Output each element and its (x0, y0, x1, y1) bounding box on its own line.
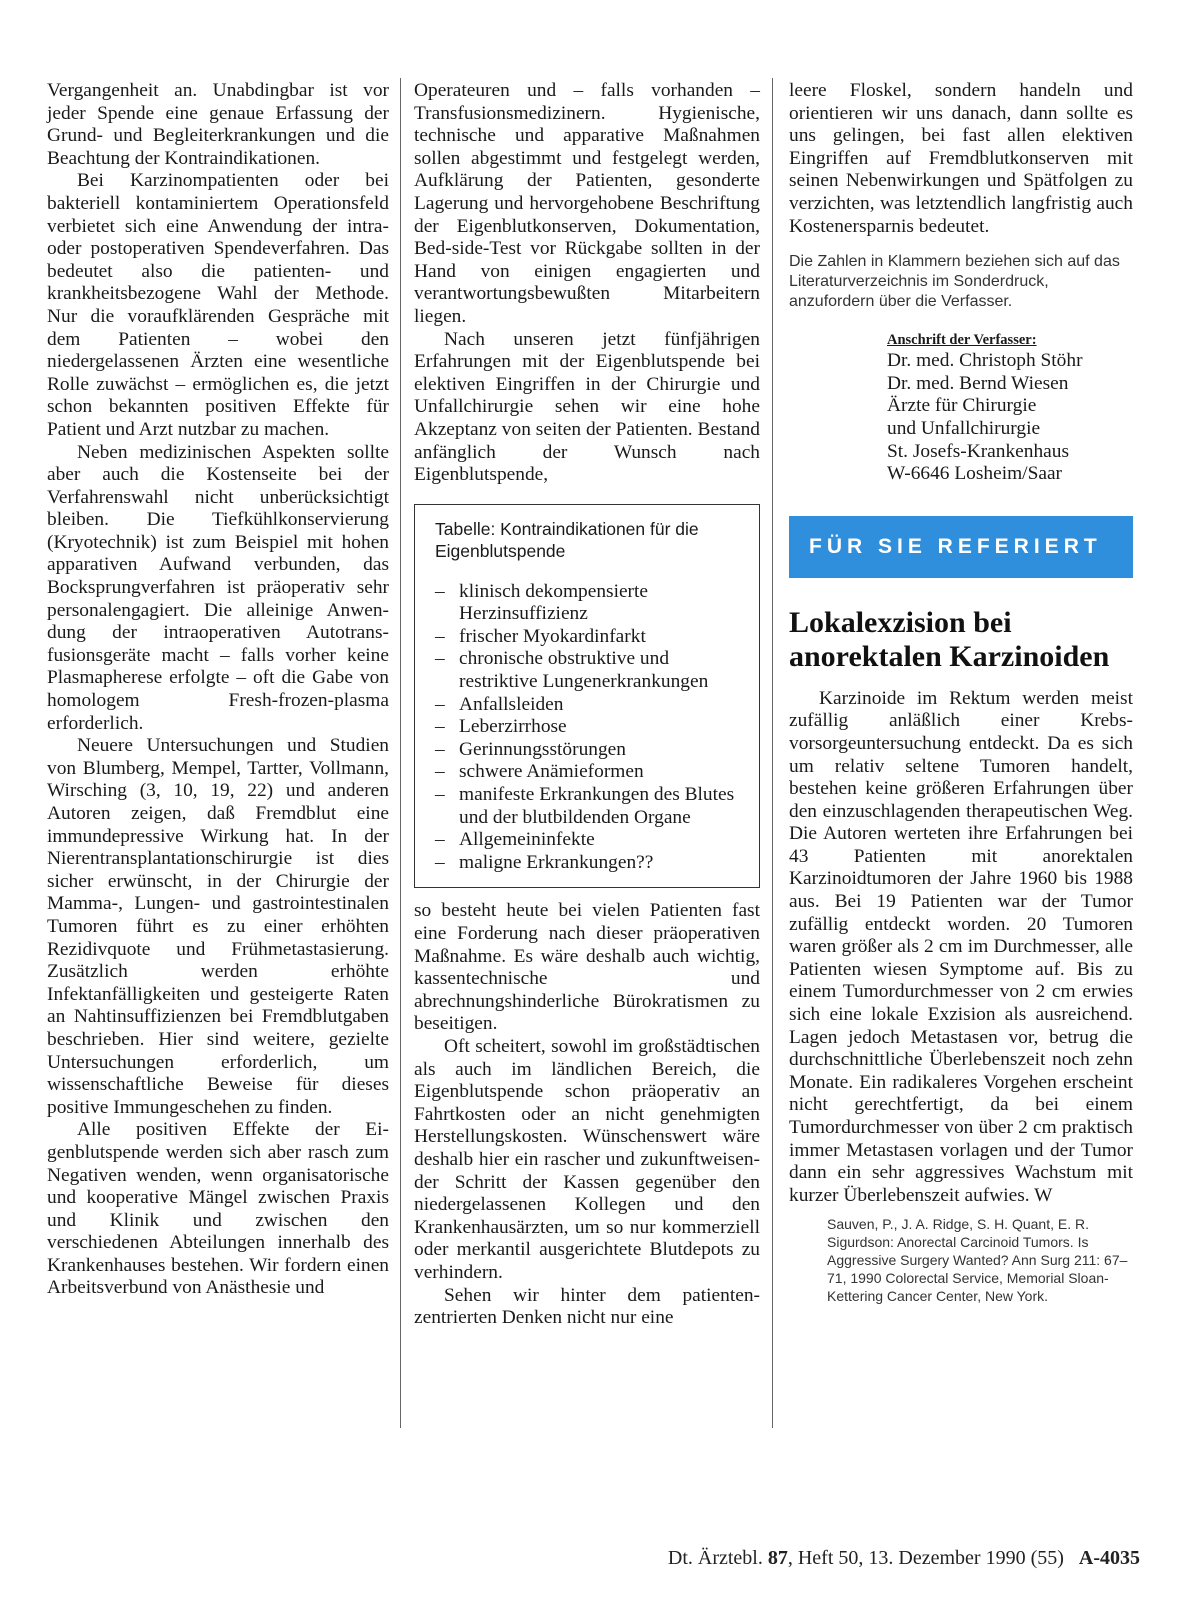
column-3 (789, 80, 1133, 1305)
paragraph: Sehen wir hinter dem patientenzentrierten Denken nicht nur eine (414, 1284, 760, 1329)
list-item: – chronische obstruktive und restriktive Lungenerkrankungen (435, 648, 709, 693)
paragraph: Neben medizinischen Aspekten sollte aber auch die Kostenseite bei der Verfahrenswahl nicht unberücksichtigt bleiben. Die Tiefkühlkonservierung (Kryotechnik) ist zum Beispiel mit hohen apparativen Aufwand verbunden, das Bocksprungverfahren ist präoperativ sehr personalengagiert. Die alleinige Anwendung der intraoperativen Autotransfusionsgeräte macht – falls vorher keine Plasmapherese erfolgte – oft die Gabe von homologem Fresh-frozen-plasma erforderlich. (47, 441, 389, 734)
list-item: – frischer Myokardinfarkt (435, 625, 646, 647)
paragraph: leere Floskel, sondern handeln und orientieren wir uns danach, dann sollte es uns gelingen, bei fast allen elektiven Eingriffen auf Fremdblutkonserven mit seinen Nebenwirkungen und Spätfolgen zu verzichten, was letztendlich langfristig auch Kostenersparnis bedeutet. (789, 80, 1133, 237)
list-item: – schwere Anämieformen (435, 761, 644, 783)
page-number: A-4035 (1078, 1547, 1140, 1569)
page-footer (580, 1547, 1140, 1570)
list-item: – manifeste Erkrankungen des Blutes und der blutbildenden Organe (435, 784, 735, 828)
paragraph: Alle positiven Effekte der Eigenblutspende werden sich aber rasch zum Negativen wenden, wenn organisatorische und kooperative Mängel zwischen Praxis und Klinik und zwischen den verschiedenen Abteilungen innerhalb des Krankenhauses bestehen. Wir fordern einen Arbeitsverbund von Anästhesie und (47, 1119, 389, 1299)
column-2 (414, 80, 760, 1330)
address-heading: Anschrift der Verfasser: (887, 332, 1037, 349)
address-line: Dr. med. Bernd Wiesen (887, 372, 1069, 394)
address-line: W-6646 Losheim/Saar (887, 463, 1063, 485)
column-rule (400, 78, 401, 1428)
references-note: Die Zahlen in Klammern beziehen sich auf das Literaturverzeichnis im Sonderdruck, anzufordern über die Verfasser. (789, 253, 1120, 311)
address-line: Ärzte für Chirurgie (887, 395, 1037, 417)
banner-label: FÜR SIE REFERIERT (809, 534, 1102, 558)
column-rule (772, 78, 773, 1428)
address-line: und Unfallchirurgie (887, 417, 1041, 439)
paragraph: Bei Karzinompatienten oder bei bakteriell kontaminiertem Operationsfeld verbietet sich eine Anwendung der intra- oder postoperativen Spendeverfahren. Das bedeutet also die patienten- und krankheitsbezogene Wahl der Methode. Nur die voraufklärenden Gespräche mit dem Patienten – wobei den niedergelassenen Ärzten eine wesentliche Rolle zuwächst – ermöglichen es, die jetzt schon bekannten positiven Effekte für Patient und Arzt nutzbar zu machen. (47, 170, 389, 440)
paragraph: so besteht heute bei vielen Patienten fast eine Forderung nach dieser präoperativen Maßnahme. Es wäre deshalb auch wichtig, kassentechnische und abrechnungshinderliche Bürokratismen zu beseitigen. (414, 900, 760, 1035)
contraindications-list (435, 581, 745, 875)
paragraph: Operateuren und – falls vorhanden – Transfusionsmedizinern. Hygienische, technische und apparative Maßnahmen sollen abgestimmt und festgelegt werden, Aufklärung der Patienten, gesonderte Lagerung und hervorgehobene Beschriftung der Eigenblutkonserven, Dokumentation, Bed-side-Test vor Rückgabe sollten in der Hand von einigen engagierten und verantwortungsbewußten Mitarbeitern liegen. (414, 80, 760, 327)
article-headline: Lokalexzision bei anorektalen Karzinoiden (789, 605, 1110, 673)
list-item: – Gerinnungsstörungen (435, 738, 626, 760)
article-body: Karzinoide im Rektum werden meist zufällig anläßlich einer Krebsvorsorgeuntersuchung entdeckt. Da es sich um relativ seltene Tumoren handelt, bestehen keine größeren Erfahrungen über den einzuschlagenden therapeutischen Weg. Die Autoren werteten ihre Erfahrungen bei 43 Patienten mit anorektalen Karzinoidtumoren der Jahre 1960 bis 1988 aus. Bei 19 Patienten war der Tumor zufällig entdeckt worden. 20 Tumoren waren größer als 2 cm im Durchmesser, alle Patienten wiesen Symptome auf. Bis zu einem Tumordurchmesser von 2 cm erwies sich eine lokale Exzision als ausreichend. Lagen jedoch Metastasen vor, betrug die durchschnittliche Überlebenszeit noch zehn Monate. Ein radikaleres Vorgehen erscheint nicht gerechtfertigt, da bei einem Tumordurchmesser von über 2 cm praktisch immer Metastasen vorlagen und der Tumor dann ein sehr aggressives Wachstum mit kurzer Überlebenszeit aufwies. W (789, 687, 1133, 1206)
table-title: Tabelle: Kontraindikationen für die Eigenblutspende (435, 518, 699, 562)
paragraph: Oft scheitert, sowohl im großstädtischen als auch im ländlichen Bereich, die Eigenblutspende schon präoperativ an Fahrtkosten oder an nicht genehmigten Herstellungskosten. Wünschenswert wäre deshalb hier ein rascher und zukunftweisender Schritt der Kassen gegenüber den niedergelassenen Kollegen und den Krankenhausärzten, um so nur kommerziell oder merkantil ausgerichtete Blutdepots zu verhindern. (414, 1035, 760, 1283)
list-item: – Anfallsleiden (435, 693, 564, 715)
list-item: – klinisch dekompensierte Herzinsuffizienz (435, 580, 649, 625)
list-item: – Allgemeininfekte (435, 829, 595, 851)
journal-name: Dt. Ärztebl. (667, 1547, 763, 1569)
article-reference: Sauven, P., J. A. Ridge, S. H. Quant, E. R. Sigurdson: Anorectal Carcinoid Tumors. Is Aggressive Surgery Wanted? Ann Surg 211: 67–71, 1990 Colorectal Service, Memorial Sloan-Kettering Cancer Center, New York. (827, 1216, 1128, 1305)
list-item: – maligne Erkrankungen?? (435, 851, 654, 873)
section-banner (789, 516, 1133, 578)
paragraph: Neuere Untersuchungen und Studien von Blumberg, Mempel, Tartter, Vollmann, Wirsching (3, 10, 19, 22) und anderen Autoren zeigen, daß Fremdblut eine immundepressive Wirkung hat. In der Nierentransplantationschirurgie ist dies sicher erwünscht, in der Chirurgie der Mamma-, Lungen- und gastrointestinalen Tumoren führt es zu einer erhöhten Rezidivquote und Frühmetastasierung. Zusätzlich werden erhöhte Infektanfälligkeiten und gesteigerte Raten an Nahtinsuffizienzen bei Fremdblutgaben beschrieben. Hier sind weitere, gezielte Untersuchungen erforderlich, um wissenschaftliche Beweise für dieses positive Immungeschehen zu finden. (47, 735, 389, 1118)
column-1 (47, 80, 389, 1300)
journal-volume: 87 (767, 1547, 788, 1569)
contraindications-table (414, 504, 760, 889)
paragraph: Vergangenheit an. Unabdingbar ist vor jeder Spende eine genaue Erfassung der Grund- und Begleiterkrankungen und die Beachtung der Kontraindikationen. (47, 80, 389, 169)
paragraph: Nach unseren jetzt fünfjährigen Erfahrungen mit der Eigenblutspende bei elektiven Eingriffen in der Chirurgie und Unfallchirurgie sehen wir eine hohe Akzeptanz von seiten der Patienten. Bestand anfänglich der Wunsch nach Eigenblutspende, (414, 328, 760, 486)
list-item: – Leberzirrhose (435, 716, 567, 738)
address-line: Dr. med. Christoph Stöhr (887, 350, 1083, 372)
address-line: St. Josefs-Krankenhaus (887, 440, 1070, 462)
issue-date: , Heft 50, 13. Dezember 1990 (55) (787, 1547, 1064, 1569)
author-address (887, 330, 1133, 486)
